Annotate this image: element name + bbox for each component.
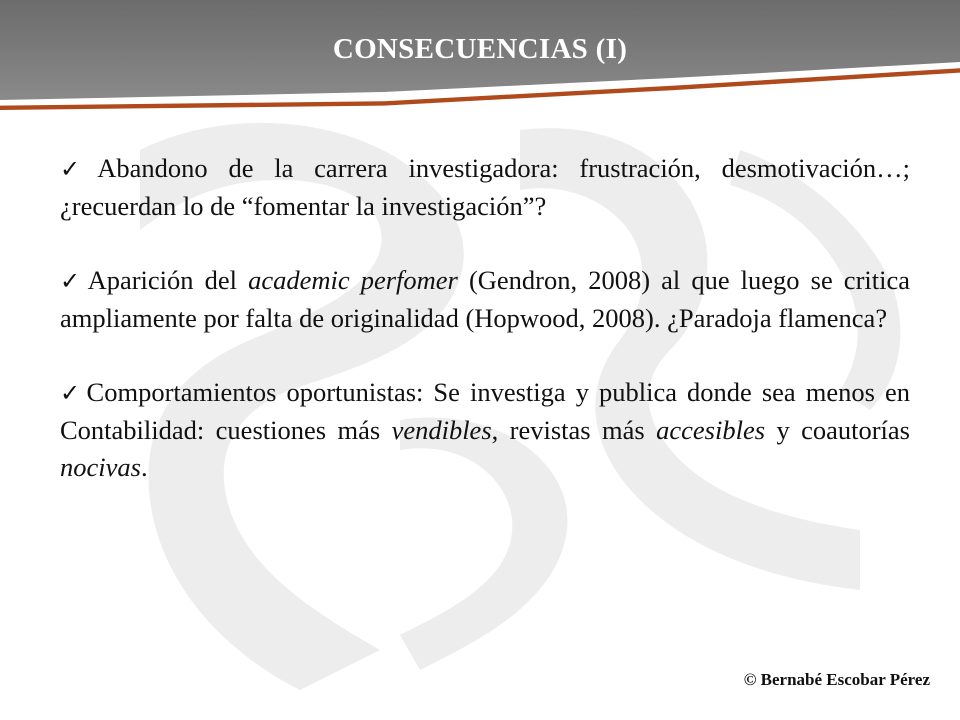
bullet-text: (Gendron, 2008) al que luego se critica ampliamente por falta de originalidad (Hopwood, 2008). ¿Paradoja flamenca? xyxy=(60,265,911,333)
bullet-italic-term: vendibles xyxy=(391,415,492,445)
bullet-italic-term: accesibles xyxy=(656,415,766,445)
copyright-footer: © Bernabé Escobar Pérez xyxy=(743,670,930,689)
bullet-academic-perfomer xyxy=(60,262,910,337)
bullet-text: . xyxy=(140,452,148,482)
checkmark-icon: ✓ xyxy=(60,155,95,183)
bullet-text: , revistas más xyxy=(491,415,657,445)
bullet-text: y coautorías xyxy=(765,415,910,445)
bullet-text: Abandono de la carrera investigadora: frustración, desmotivación…; ¿recuerdan lo de “fomentar la investigación”? xyxy=(60,153,910,221)
bullet-italic-term: academic perfomer xyxy=(248,265,458,295)
checkmark-icon: ✓ xyxy=(60,379,84,407)
bullet-text: Aparición del xyxy=(87,265,249,295)
checkmark-icon: ✓ xyxy=(60,267,85,295)
bullet-abandono xyxy=(60,150,910,225)
slide-content xyxy=(60,150,910,523)
bullet-text: Comportamientos oportunistas: Se investiga y publica donde sea menos en Contabilidad: cuestiones más xyxy=(60,377,910,445)
bullet-italic-term: nocivas xyxy=(60,452,141,482)
slide-title: CONSECUENCIAS (I) xyxy=(332,33,628,65)
bullet-comportamientos xyxy=(60,374,910,486)
